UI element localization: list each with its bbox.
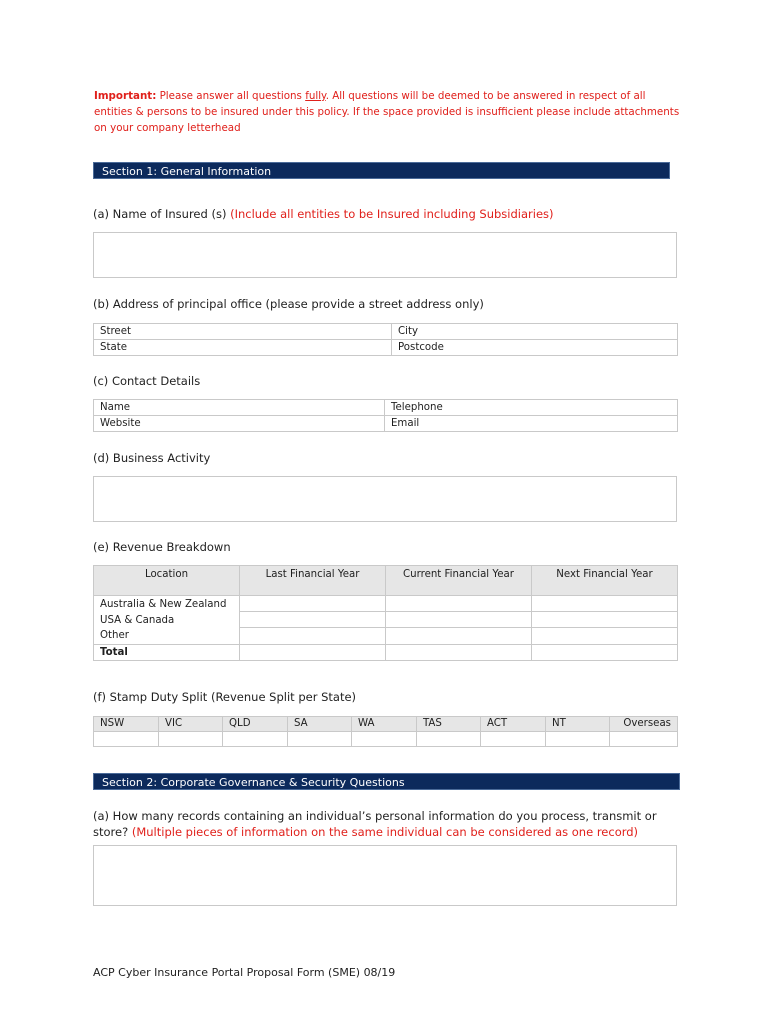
col-vic: VIC [159,717,223,732]
important-underlined: fully [305,90,326,102]
table-row [94,596,678,645]
col-nt: NT [546,717,610,732]
contact-name-field[interactable]: Name [94,400,385,416]
col-act: ACT [481,717,546,732]
col-nsw: NSW [94,717,159,732]
table-row [94,644,678,660]
total-current-fy[interactable] [386,644,532,660]
col-next-fy: Next Financial Year [532,566,678,596]
current-fy-values[interactable] [386,596,532,645]
location-anz: Australia & New Zealand [100,599,227,610]
table-row [94,340,678,356]
postcode-field[interactable]: Postcode [392,340,678,356]
total-next-fy[interactable] [532,644,678,660]
tas-value[interactable] [417,732,481,747]
col-wa: WA [352,717,417,732]
section-2-title: Section 2: Corporate Governance & Security Questions [102,776,405,789]
important-label: Important: [94,90,157,102]
important-text-1: Please answer all questions [156,90,306,102]
website-field[interactable]: Website [94,416,385,432]
table-row [94,324,678,340]
contact-table [93,399,678,432]
question-1a-label: (a) Name of Insured (s) (Include all entities to be Insured including Subsidiaries) [93,207,554,221]
question-2a-label: (a) How many records containing an individual’s personal information do you process, transmit or store? (Multiple pieces of information on the same individual can be considered as one record) [93,809,657,839]
total-label: Total [94,644,240,660]
sa-value[interactable] [288,732,352,747]
next-fy-values[interactable] [532,596,678,645]
col-qld: QLD [223,717,288,732]
stamp-duty-table [93,716,678,747]
table-row [94,400,678,416]
city-field[interactable]: City [392,324,678,340]
records-count-input[interactable] [93,845,677,906]
insured-name-input[interactable] [93,232,677,278]
question-1a-note: (Include all entities to be Insured including Subsidiaries) [230,207,554,221]
revenue-table [93,565,678,661]
last-fy-values[interactable] [240,596,386,645]
email-field[interactable]: Email [385,416,678,432]
section-1-header [93,162,670,179]
location-usa-canada: USA & Canada [100,614,175,626]
question-2a-note: (Multiple pieces of information on the same individual can be considered as one record) [131,825,639,839]
nt-value[interactable] [546,732,610,747]
total-last-fy[interactable] [240,644,386,660]
table-row [94,732,678,747]
telephone-field[interactable]: Telephone [385,400,678,416]
question-1c-label: (c) Contact Details [93,374,201,388]
table-row [94,416,678,432]
col-sa: SA [288,717,352,732]
qld-value[interactable] [223,732,288,747]
important-text-2: . All questions will be deemed to be answered in respect of all entities & persons to be insured under this policy. If the space provided is insufficient please include attachments on your company letterhead [94,90,680,134]
address-table [93,323,678,356]
important-notice [94,88,684,136]
question-1e-label: (e) Revenue Breakdown [93,540,231,554]
street-field[interactable]: Street [94,324,392,340]
question-1d-label: (d) Business Activity [93,451,211,465]
col-overseas: Overseas [610,717,678,732]
question-1f-label: (f) Stamp Duty Split (Revenue Split per State) [93,690,357,704]
locations-cell [94,596,240,645]
col-current-fy: Current Financial Year [386,566,532,596]
col-tas: TAS [417,717,481,732]
state-field[interactable]: State [94,340,392,356]
wa-value[interactable] [352,732,417,747]
vic-value[interactable] [159,732,223,747]
table-header-row [94,566,678,596]
col-last-fy: Last Financial Year [240,566,386,596]
nsw-value[interactable] [94,732,159,747]
overseas-value[interactable] [610,732,678,747]
table-header-row [94,717,678,732]
section-2-header [93,773,680,790]
col-location: Location [94,566,240,596]
page-footer: ACP Cyber Insurance Portal Proposal Form (SME) 08/19 [93,966,396,979]
business-activity-input[interactable] [93,476,677,522]
location-other: Other [100,630,129,641]
section-1-title: Section 1: General Information [102,165,272,178]
question-1b-label: (b) Address of principal office (please provide a street address only) [93,297,484,311]
act-value[interactable] [481,732,546,747]
